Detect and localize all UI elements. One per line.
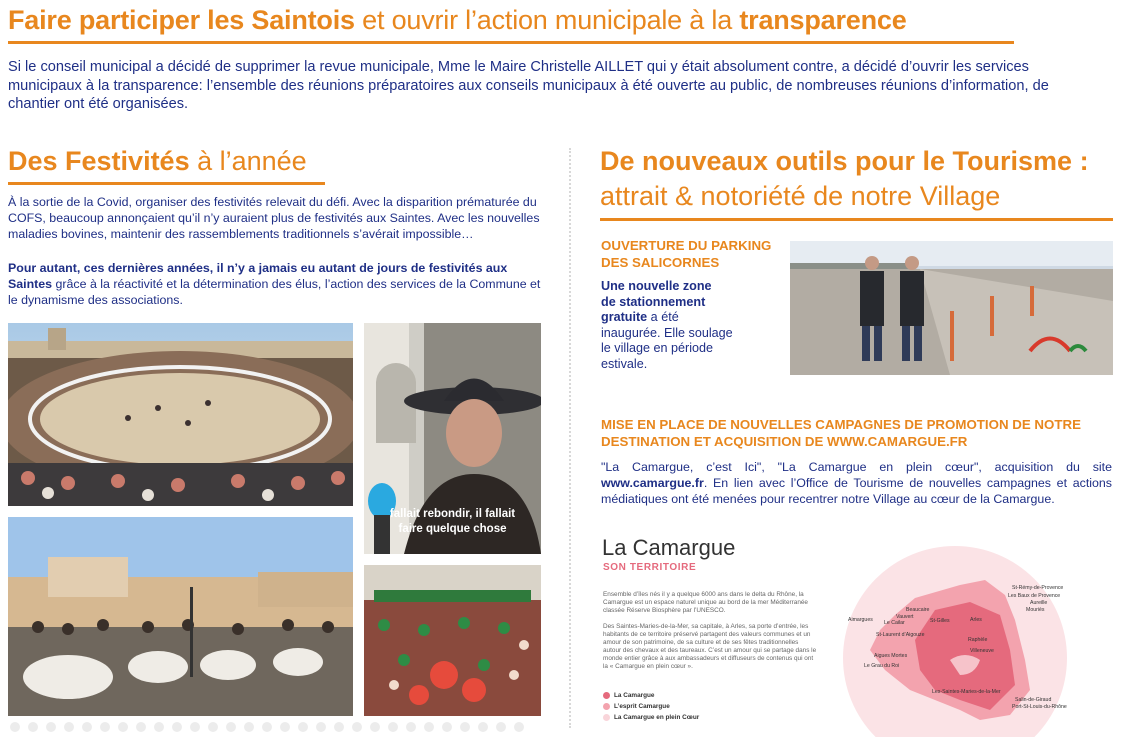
camargue-map <box>840 540 1075 737</box>
map-text1: Ensemble d’îles nés il y a quelque 6000 ans dans le delta du Rhône, la Camargue est un espace naturel unique au bord de la mer Méditerranée classée Réserve Biosphère par l’UNESCO. <box>603 591 808 614</box>
town-label: Le Grau du Roi <box>864 663 900 669</box>
town-label: St-Laurent d’Aigouze <box>876 632 925 638</box>
town-label: St-Rémy-de-Provence <box>1012 585 1064 591</box>
title-bold-2: transparence <box>739 5 907 35</box>
town-label: Villeneuve <box>970 648 994 654</box>
legend-item-camargue: La Camargue <box>603 692 699 699</box>
parking-photo <box>790 241 1113 375</box>
festivites-para2-rest: grâce à la réactivité et la détermination des élus, l’action des services de la Commune et le dynamisme des associations. <box>8 277 541 307</box>
town-label: Vauvert <box>896 614 914 620</box>
title-underline <box>8 41 1014 44</box>
legend-item-esprit: L’esprit Camargue <box>603 703 699 710</box>
video-caption-line1: fallait rebondir, il fallait <box>389 508 516 520</box>
festivites-underline <box>8 182 325 185</box>
campagnes-text: "La Camargue, c’est Ici", "La Camargue en plein cœur", acquisition du site www.camargue.fr. En lien avec l’Office de Tourisme de nouvelles campagnes et actions médiatiques ont été menées pour recentrer notre Village au cœur de la Camargue. <box>601 460 1112 506</box>
festivites-title <box>8 146 307 177</box>
legend-item-coeur: La Camargue en plein Cœur <box>603 714 699 721</box>
town-label: Beaucaire <box>906 607 930 613</box>
map-legend <box>603 692 699 721</box>
camargue-link[interactable]: www.camargue.fr <box>601 476 704 490</box>
festivites-title-light: à l’année <box>189 146 307 176</box>
column-divider <box>569 148 571 728</box>
map-subtitle: SON TERRITOIRE <box>603 562 697 573</box>
title-light: et ouvrir l’action municipale à la <box>354 5 740 35</box>
tourisme-title-line1: De nouveaux outils pour le Tourisme : <box>600 146 1089 176</box>
title-bold-1: Faire participer les Saintois <box>8 5 355 35</box>
town-label: Salin-de-Giraud <box>1015 697 1052 703</box>
campagnes-heading: MISE EN PLACE DE NOUVELLES CAMPAGNES DE PROMOTION DE NOTRE DESTINATION ET ACQUISITION DE WWW.CAMARGUE.FR <box>601 417 1081 449</box>
horses-photo <box>8 517 353 716</box>
festivites-para2 <box>8 260 544 308</box>
parking-heading: OUVERTURE DU PARKING DES SALICORNES <box>601 238 772 270</box>
town-label: Port-St-Louis-du-Rhône <box>1012 704 1067 710</box>
festivites-title-bold: Des Festivités <box>8 146 190 176</box>
town-label: Aureille <box>1030 600 1048 606</box>
map-text2: Des Saintes-Maries-de-la-Mer, sa capitale, à Arles, sa porte d’entrée, les habitants de ce territoire préservé partagent des valeurs communes et un amour de son patrimoine, de sa culture et de ses fêtes traditionnelles autour des chevaux et des taureaux. C’est un amour qui se partage dans le monde entier grâce à aux ambassadeurs et diffuseurs de contenus qui ont la « Camargue en plein cœur ». <box>603 623 817 670</box>
tourisme-title-line2: attrait & notoriété de notre Village <box>600 181 1001 211</box>
video-caption-line2: faire quelque chose <box>398 523 507 535</box>
festivites-para1: À la sortie de la Covid, organiser des festivités relevait du défi. Avec la disparition prématurée du COFS, beaucoup annonçaient qu’il n’y auraient plus de festivités aux Saintes. Avec les nouvelles maladies bovines, maintenir des rassemblements traditionnels s’avérait impossible… <box>8 195 540 241</box>
town-label: Les Baux de Provence <box>1008 593 1061 599</box>
crowd-photo <box>364 565 541 716</box>
page-title <box>8 5 907 36</box>
parking-text: Une nouvelle zone de stationnement gratuite a été inaugurée. Elle soulage le village en période estivale. <box>601 279 733 371</box>
town-label: Les-Saintes-Maries-de-la-Mer <box>932 689 1001 695</box>
tourisme-underline <box>600 218 1113 221</box>
intro-paragraph: Si le conseil municipal a décidé de supprimer la revue municipale, Mme le Maire Christelle AILLET qui y était absolument contre, a décidé d’ouvrir les services municipaux à la transparence: l’ensemble des réunions préparatoires aux conseils municipaux à été ouverte au public, de nombreuses réunions d’information, de chantier ont été organisées. <box>8 59 1049 112</box>
town-label: Aimargues <box>848 617 873 623</box>
video-caption <box>364 507 541 537</box>
town-label: Arles <box>970 617 982 623</box>
town-label: Aigues Mortes <box>874 653 908 659</box>
decorative-dots <box>10 722 524 732</box>
interview-video[interactable] <box>364 323 541 554</box>
town-label: Le Cailar <box>884 620 905 626</box>
festivites-para2-bold: Pour autant, ces dernières années, il n’y a jamais eu autant de jours de festivités aux Saintes <box>8 261 508 291</box>
map-title: La Camargue <box>602 535 736 560</box>
town-label: Mouriès <box>1026 607 1045 613</box>
arena-photo <box>8 323 353 506</box>
town-label: St-Gilles <box>930 618 950 624</box>
town-label: Raphèle <box>968 637 988 643</box>
